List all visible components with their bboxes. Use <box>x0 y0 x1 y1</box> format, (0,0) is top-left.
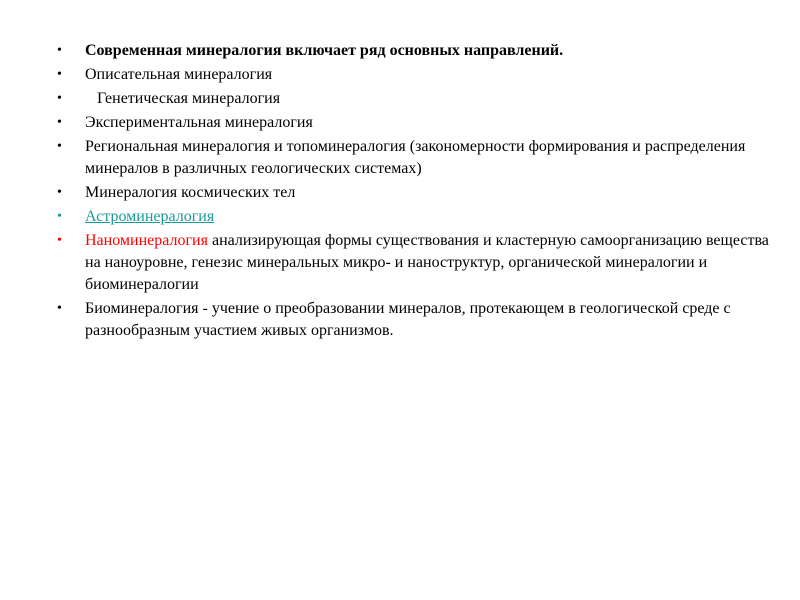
bullet-icon: • <box>57 185 62 200</box>
item-text: Экспериментальная минералогия <box>85 114 313 131</box>
list-item <box>57 64 777 86</box>
item-text: анализирующая формы существования и кластерную самоорганизацию вещества на наноуровне, генезис минеральных микро- и наноструктур, органической минералогии и биоминералогии <box>85 232 769 293</box>
list-item-heading <box>57 40 777 62</box>
list-item-link <box>57 206 777 228</box>
list-item <box>57 88 777 110</box>
item-text: Биоминералогия - учение о преобразовании минералов, протекающем в геологической среде с разнообразным участием живых организмов. <box>85 300 731 339</box>
list-item-highlight <box>57 230 777 296</box>
item-text: Минералогия космических тел <box>85 184 296 201</box>
list-item <box>57 182 777 204</box>
list-item <box>57 136 777 180</box>
astromineralogy-link[interactable]: Астроминералогия <box>85 208 215 225</box>
bullet-icon: • <box>57 67 62 82</box>
bullet-icon: • <box>57 91 62 106</box>
bullet-icon: • <box>57 233 62 248</box>
item-text: Описательная минералогия <box>85 66 273 83</box>
item-text: Генетическая минералогия <box>97 90 281 107</box>
bullet-icon: • <box>57 43 62 58</box>
bullet-icon: • <box>57 301 62 316</box>
bullet-icon: • <box>57 115 62 130</box>
highlight-term: Наноминералогия <box>85 232 208 249</box>
item-text: Региональная минералогия и топоминералогия (закономерности формирования и распределения минералов в различных геологических системах) <box>85 138 746 177</box>
list-item <box>57 112 777 134</box>
heading-text: Современная минералогия включает ряд основных направлений. <box>85 42 564 59</box>
bullet-icon: • <box>57 139 62 154</box>
bullet-icon: • <box>57 209 62 224</box>
list-item <box>57 298 777 342</box>
bullet-list <box>57 40 777 344</box>
